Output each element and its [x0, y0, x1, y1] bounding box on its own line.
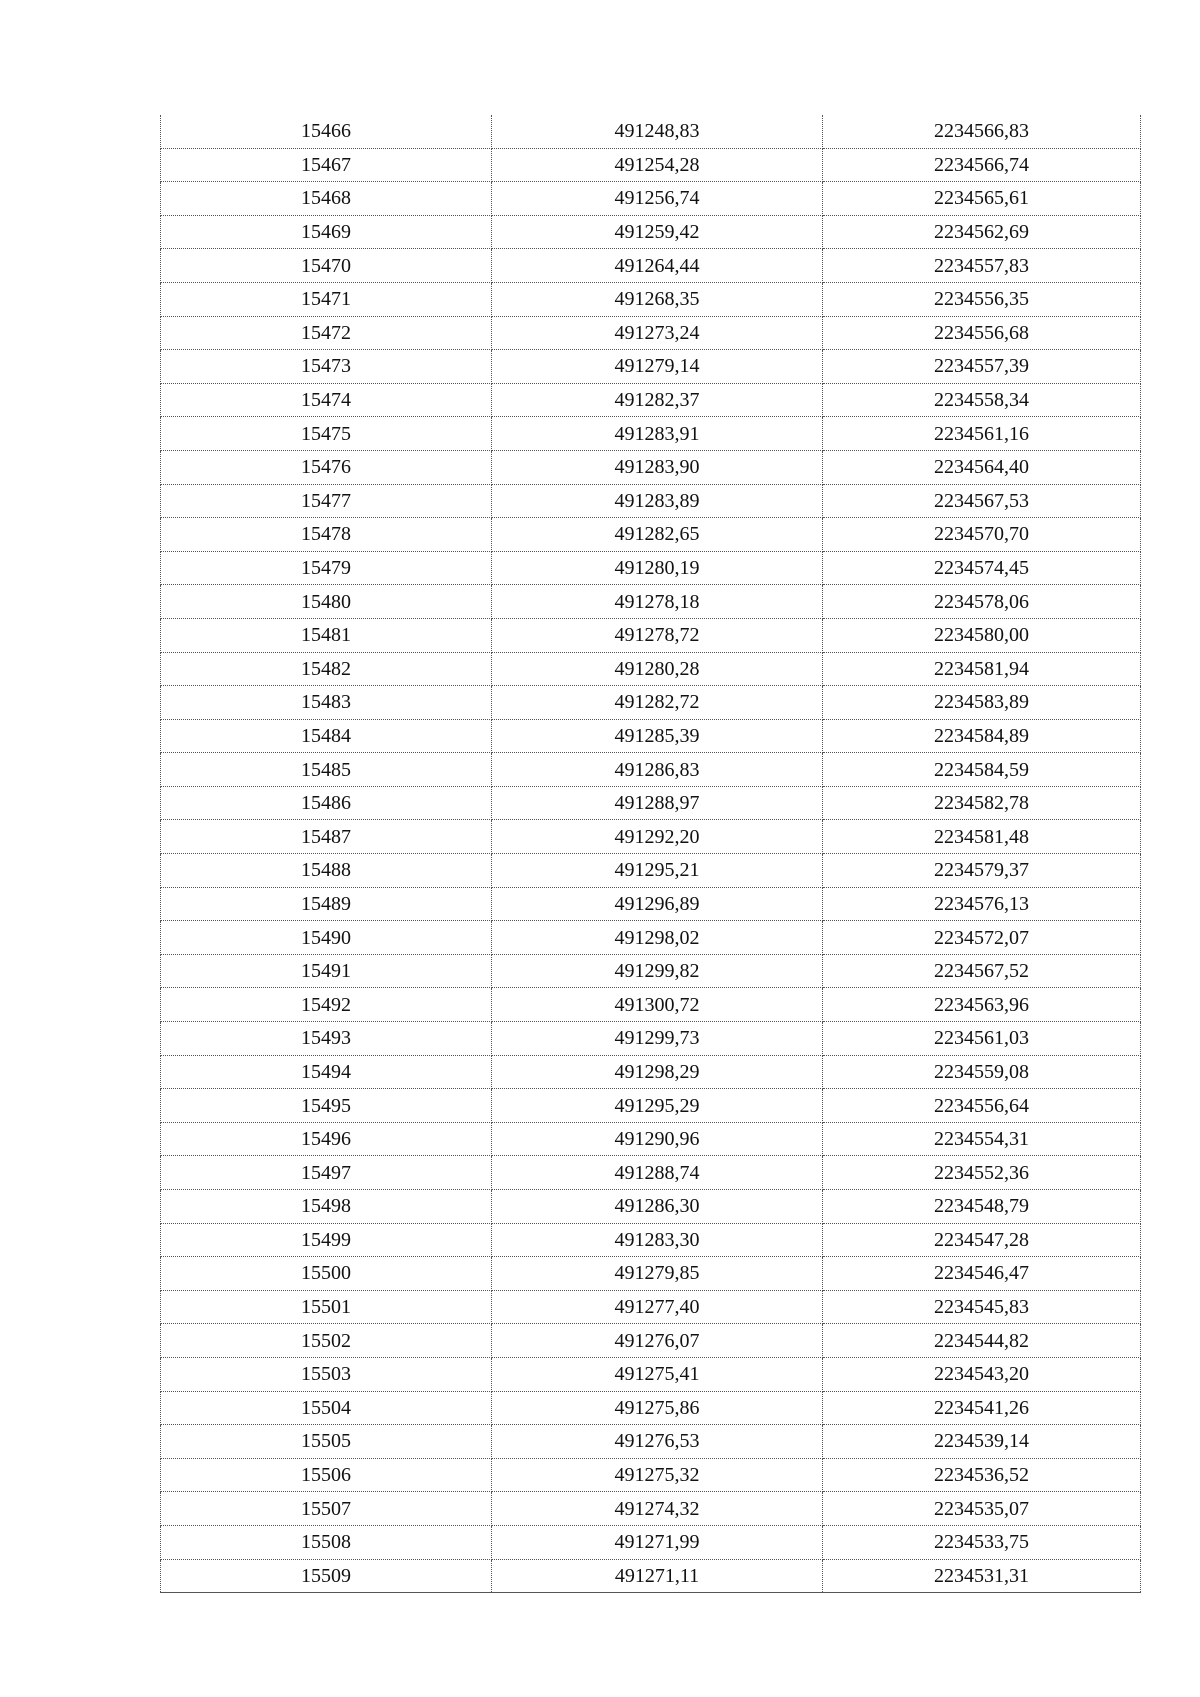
x-coordinate-cell: 491288,74	[492, 1156, 823, 1190]
x-coordinate-cell: 491277,40	[492, 1290, 823, 1324]
x-coordinate-cell: 491290,96	[492, 1122, 823, 1156]
point-number-cell: 15481	[161, 618, 492, 652]
point-number-cell: 15475	[161, 417, 492, 451]
table-row	[161, 1357, 1141, 1391]
point-number-cell: 15498	[161, 1190, 492, 1224]
y-coordinate-cell: 2234576,13	[823, 887, 1141, 921]
y-coordinate-cell: 2234556,64	[823, 1089, 1141, 1123]
y-coordinate-cell: 2234546,47	[823, 1257, 1141, 1291]
y-coordinate-cell: 2234554,31	[823, 1122, 1141, 1156]
x-coordinate-cell: 491279,14	[492, 350, 823, 384]
table-row	[161, 115, 1141, 148]
y-coordinate-cell: 2234566,83	[823, 115, 1141, 148]
x-coordinate-cell: 491280,28	[492, 652, 823, 686]
y-coordinate-cell: 2234557,39	[823, 350, 1141, 384]
table-row	[161, 1156, 1141, 1190]
table-row	[161, 1190, 1141, 1224]
point-number-cell: 15484	[161, 719, 492, 753]
point-number-cell: 15494	[161, 1055, 492, 1089]
table-row	[161, 585, 1141, 619]
table-row	[161, 887, 1141, 921]
point-number-cell: 15469	[161, 215, 492, 249]
point-number-cell: 15487	[161, 820, 492, 854]
point-number-cell: 15486	[161, 786, 492, 820]
x-coordinate-cell: 491279,85	[492, 1257, 823, 1291]
x-coordinate-cell: 491271,99	[492, 1525, 823, 1559]
x-coordinate-cell: 491285,39	[492, 719, 823, 753]
point-number-cell: 15468	[161, 182, 492, 216]
table-row	[161, 1257, 1141, 1291]
y-coordinate-cell: 2234539,14	[823, 1425, 1141, 1459]
point-number-cell: 15503	[161, 1357, 492, 1391]
point-number-cell: 15501	[161, 1290, 492, 1324]
x-coordinate-cell: 491254,28	[492, 148, 823, 182]
table-row	[161, 686, 1141, 720]
table-row	[161, 249, 1141, 283]
point-number-cell: 15496	[161, 1122, 492, 1156]
table-row	[161, 820, 1141, 854]
table-row	[161, 383, 1141, 417]
y-coordinate-cell: 2234579,37	[823, 854, 1141, 888]
table-row	[161, 350, 1141, 384]
y-coordinate-cell: 2234584,59	[823, 753, 1141, 787]
y-coordinate-cell: 2234558,34	[823, 383, 1141, 417]
x-coordinate-cell: 491286,83	[492, 753, 823, 787]
table-row	[161, 954, 1141, 988]
table-row	[161, 719, 1141, 753]
point-number-cell: 15470	[161, 249, 492, 283]
table-row	[161, 753, 1141, 787]
x-coordinate-cell: 491282,37	[492, 383, 823, 417]
x-coordinate-cell: 491298,29	[492, 1055, 823, 1089]
y-coordinate-cell: 2234543,20	[823, 1357, 1141, 1391]
y-coordinate-cell: 2234562,69	[823, 215, 1141, 249]
x-coordinate-cell: 491295,29	[492, 1089, 823, 1123]
x-coordinate-cell: 491283,89	[492, 484, 823, 518]
point-number-cell: 15467	[161, 148, 492, 182]
x-coordinate-cell: 491283,90	[492, 450, 823, 484]
y-coordinate-cell: 2234572,07	[823, 921, 1141, 955]
y-coordinate-cell: 2234536,52	[823, 1458, 1141, 1492]
x-coordinate-cell: 491256,74	[492, 182, 823, 216]
table-row	[161, 652, 1141, 686]
y-coordinate-cell: 2234574,45	[823, 551, 1141, 585]
table-row	[161, 1391, 1141, 1425]
point-number-cell: 15488	[161, 854, 492, 888]
x-coordinate-cell: 491283,91	[492, 417, 823, 451]
x-coordinate-cell: 491271,11	[492, 1559, 823, 1593]
table-row	[161, 148, 1141, 182]
y-coordinate-cell: 2234565,61	[823, 182, 1141, 216]
x-coordinate-cell: 491286,30	[492, 1190, 823, 1224]
point-number-cell: 15508	[161, 1525, 492, 1559]
table-row	[161, 1324, 1141, 1358]
table-row	[161, 215, 1141, 249]
y-coordinate-cell: 2234556,68	[823, 316, 1141, 350]
y-coordinate-cell: 2234583,89	[823, 686, 1141, 720]
x-coordinate-cell: 491300,72	[492, 988, 823, 1022]
y-coordinate-cell: 2234547,28	[823, 1223, 1141, 1257]
table-row	[161, 786, 1141, 820]
table-row	[161, 484, 1141, 518]
y-coordinate-cell: 2234578,06	[823, 585, 1141, 619]
point-number-cell: 15485	[161, 753, 492, 787]
y-coordinate-cell: 2234566,74	[823, 148, 1141, 182]
y-coordinate-cell: 2234567,53	[823, 484, 1141, 518]
x-coordinate-cell: 491275,86	[492, 1391, 823, 1425]
y-coordinate-cell: 2234557,83	[823, 249, 1141, 283]
table-row	[161, 854, 1141, 888]
point-number-cell: 15472	[161, 316, 492, 350]
y-coordinate-cell: 2234581,94	[823, 652, 1141, 686]
x-coordinate-cell: 491276,53	[492, 1425, 823, 1459]
point-number-cell: 15495	[161, 1089, 492, 1123]
y-coordinate-cell: 2234581,48	[823, 820, 1141, 854]
point-number-cell: 15478	[161, 518, 492, 552]
point-number-cell: 15491	[161, 954, 492, 988]
y-coordinate-cell: 2234559,08	[823, 1055, 1141, 1089]
table-row	[161, 1425, 1141, 1459]
table-row	[161, 282, 1141, 316]
point-number-cell: 15493	[161, 1022, 492, 1056]
x-coordinate-cell: 491273,24	[492, 316, 823, 350]
x-coordinate-cell: 491292,20	[492, 820, 823, 854]
point-number-cell: 15506	[161, 1458, 492, 1492]
x-coordinate-cell: 491268,35	[492, 282, 823, 316]
table-row	[161, 182, 1141, 216]
y-coordinate-cell: 2234570,70	[823, 518, 1141, 552]
point-number-cell: 15497	[161, 1156, 492, 1190]
table-row	[161, 551, 1141, 585]
y-coordinate-cell: 2234580,00	[823, 618, 1141, 652]
y-coordinate-cell: 2234567,52	[823, 954, 1141, 988]
x-coordinate-cell: 491282,65	[492, 518, 823, 552]
x-coordinate-cell: 491282,72	[492, 686, 823, 720]
y-coordinate-cell: 2234535,07	[823, 1492, 1141, 1526]
point-number-cell: 15500	[161, 1257, 492, 1291]
x-coordinate-cell: 491280,19	[492, 551, 823, 585]
y-coordinate-cell: 2234582,78	[823, 786, 1141, 820]
x-coordinate-cell: 491295,21	[492, 854, 823, 888]
y-coordinate-cell: 2234561,16	[823, 417, 1141, 451]
x-coordinate-cell: 491275,32	[492, 1458, 823, 1492]
table-row	[161, 450, 1141, 484]
x-coordinate-cell: 491299,73	[492, 1022, 823, 1056]
y-coordinate-cell: 2234563,96	[823, 988, 1141, 1022]
y-coordinate-cell: 2234584,89	[823, 719, 1141, 753]
y-coordinate-cell: 2234545,83	[823, 1290, 1141, 1324]
table-row	[161, 1559, 1141, 1593]
x-coordinate-cell: 491288,97	[492, 786, 823, 820]
y-coordinate-cell: 2234531,31	[823, 1559, 1141, 1593]
point-number-cell: 15489	[161, 887, 492, 921]
coordinates-table-body	[161, 115, 1141, 1593]
coordinates-table	[160, 115, 1141, 1593]
point-number-cell: 15477	[161, 484, 492, 518]
x-coordinate-cell: 491275,41	[492, 1357, 823, 1391]
point-number-cell: 15483	[161, 686, 492, 720]
table-row	[161, 518, 1141, 552]
point-number-cell: 15504	[161, 1391, 492, 1425]
point-number-cell: 15476	[161, 450, 492, 484]
table-row	[161, 988, 1141, 1022]
y-coordinate-cell: 2234561,03	[823, 1022, 1141, 1056]
table-row	[161, 1022, 1141, 1056]
point-number-cell: 15466	[161, 115, 492, 148]
point-number-cell: 15482	[161, 652, 492, 686]
y-coordinate-cell: 2234564,40	[823, 450, 1141, 484]
point-number-cell: 15499	[161, 1223, 492, 1257]
table-row	[161, 1290, 1141, 1324]
point-number-cell: 15492	[161, 988, 492, 1022]
table-row	[161, 1525, 1141, 1559]
point-number-cell: 15474	[161, 383, 492, 417]
x-coordinate-cell: 491248,83	[492, 115, 823, 148]
point-number-cell: 15479	[161, 551, 492, 585]
point-number-cell: 15505	[161, 1425, 492, 1459]
x-coordinate-cell: 491276,07	[492, 1324, 823, 1358]
table-row	[161, 921, 1141, 955]
table-row	[161, 1122, 1141, 1156]
table-row	[161, 1458, 1141, 1492]
y-coordinate-cell: 2234541,26	[823, 1391, 1141, 1425]
table-row	[161, 1223, 1141, 1257]
y-coordinate-cell: 2234552,36	[823, 1156, 1141, 1190]
x-coordinate-cell: 491298,02	[492, 921, 823, 955]
table-row	[161, 618, 1141, 652]
y-coordinate-cell: 2234533,75	[823, 1525, 1141, 1559]
point-number-cell: 15507	[161, 1492, 492, 1526]
table-row	[161, 1492, 1141, 1526]
y-coordinate-cell: 2234548,79	[823, 1190, 1141, 1224]
point-number-cell: 15502	[161, 1324, 492, 1358]
table-row	[161, 1089, 1141, 1123]
x-coordinate-cell: 491296,89	[492, 887, 823, 921]
x-coordinate-cell: 491299,82	[492, 954, 823, 988]
x-coordinate-cell: 491278,18	[492, 585, 823, 619]
point-number-cell: 15509	[161, 1559, 492, 1593]
point-number-cell: 15471	[161, 282, 492, 316]
x-coordinate-cell: 491264,44	[492, 249, 823, 283]
table-row	[161, 1055, 1141, 1089]
x-coordinate-cell: 491259,42	[492, 215, 823, 249]
x-coordinate-cell: 491283,30	[492, 1223, 823, 1257]
point-number-cell: 15490	[161, 921, 492, 955]
y-coordinate-cell: 2234544,82	[823, 1324, 1141, 1358]
point-number-cell: 15473	[161, 350, 492, 384]
point-number-cell: 15480	[161, 585, 492, 619]
table-row	[161, 316, 1141, 350]
table-row	[161, 417, 1141, 451]
x-coordinate-cell: 491274,32	[492, 1492, 823, 1526]
y-coordinate-cell: 2234556,35	[823, 282, 1141, 316]
x-coordinate-cell: 491278,72	[492, 618, 823, 652]
